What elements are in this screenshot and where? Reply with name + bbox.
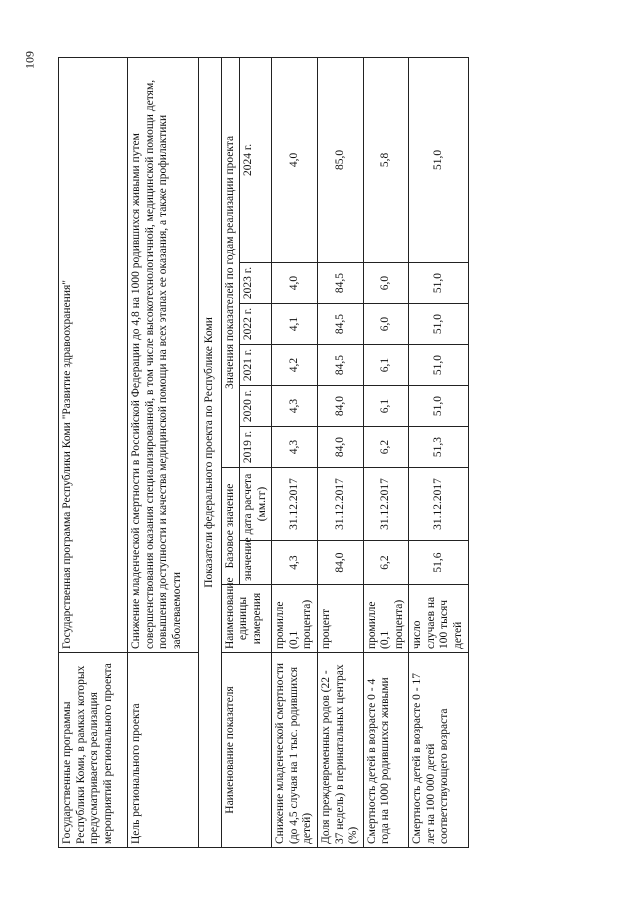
base-date: 31.12.2017 [363,468,409,541]
header-base-date: дата расчета (мм.гг) [240,468,272,541]
value-2022: 6,0 [363,304,409,345]
value-2024: 85,0 [317,57,363,262]
base-date: 31.12.2017 [409,468,468,541]
base-value: 6,2 [363,541,409,585]
base-date: 31.12.2017 [272,468,318,541]
header-year-2022: 2022 г. [240,304,272,345]
header-year-2021: 2021 г. [240,345,272,386]
indicator-unit: промилле (0,1 процента) [363,585,409,653]
header-year-2020: 2020 г. [240,386,272,427]
indicator-unit: промилле (0,1 процента) [272,585,318,653]
base-value: 51,6 [409,541,468,585]
indicator-name: Снижение младенческой смертности (до 4,5 случая на 1 тыс. родившихся детей) [272,653,318,848]
indicator-unit: число случаев на 100 тысяч детей [409,585,468,653]
value-2019: 84,0 [317,427,363,468]
table-row [317,57,363,847]
programs-label: Государственные программы Республики Коми, в рамках которых предусматривается реализация мероприятий регионального проекта [59,653,128,848]
value-2019: 51,3 [409,427,468,468]
header-row-1 [221,57,240,847]
header-year-2024: 2024 г. [240,57,272,262]
value-2021: 84,5 [317,345,363,386]
value-2023: 51,0 [409,263,468,304]
value-2024: 4,0 [272,57,318,262]
value-2020: 6,1 [363,386,409,427]
goal-value: Снижение младенческой смертности в Российской Федерации до 4,8 на 1000 родившихся живыми путем совершенствования оказания специализированной, в том числе высокотехнологичной, медицинской помощи детям, повышения доступности и качества медицинской помощи на всех этапах ее оказания, а также профилактики заболеваемости [128,57,199,652]
header-year-2019: 2019 г. [240,427,272,468]
value-2023: 6,0 [363,263,409,304]
programs-value: Государственная программа Республики Коми "Развитие здравоохранения" [59,57,128,652]
value-2022: 4,1 [272,304,318,345]
value-2021: 51,0 [409,345,468,386]
header-unit: Наименование единицы измерения [221,585,272,653]
value-2023: 4,0 [272,263,318,304]
base-date: 31.12.2017 [317,468,363,541]
value-2020: 51,0 [409,386,468,427]
programs-row [59,57,128,847]
value-2022: 51,0 [409,304,468,345]
header-year-2023: 2023 г. [240,263,272,304]
table-row [363,57,409,847]
value-2019: 4,3 [272,427,318,468]
rotated-content [58,58,531,848]
page-number: 109 [22,51,37,69]
value-2019: 6,2 [363,427,409,468]
header-base: Базовое значение [221,468,240,585]
indicator-name: Смертность детей в возрасте 0 - 4 года на 1000 родившихся живыми [363,653,409,848]
value-2024: 51,0 [409,57,468,262]
indicator-unit: процент [317,585,363,653]
project-table [58,57,469,848]
value-2022: 84,5 [317,304,363,345]
section-title: Показатели федерального проекта по Республике Коми [199,57,222,847]
header-indicator-name: Наименование показателя [221,653,272,848]
goal-row [128,57,199,847]
base-value: 84,0 [317,541,363,585]
base-value: 4,3 [272,541,318,585]
value-2021: 4,2 [272,345,318,386]
goal-label: Цель регионального проекта [128,653,199,848]
value-2024: 5,8 [363,57,409,262]
table-row [409,57,468,847]
value-2020: 84,0 [317,386,363,427]
header-years-title: Значения показателей по годам реализации проекта [221,57,240,467]
table-row [272,57,318,847]
section-row [199,57,222,847]
value-2020: 4,3 [272,386,318,427]
value-2023: 84,5 [317,263,363,304]
value-2021: 6,1 [363,345,409,386]
indicator-name: Доля преждевременных родов (22 - 37 недель) в перинатальных центрах (%) [317,653,363,848]
header-base-value: значение [240,541,272,585]
indicator-name: Смертность детей в возрасте 0 - 17 лет на 100 000 детей соответствующего возраста [409,653,468,848]
